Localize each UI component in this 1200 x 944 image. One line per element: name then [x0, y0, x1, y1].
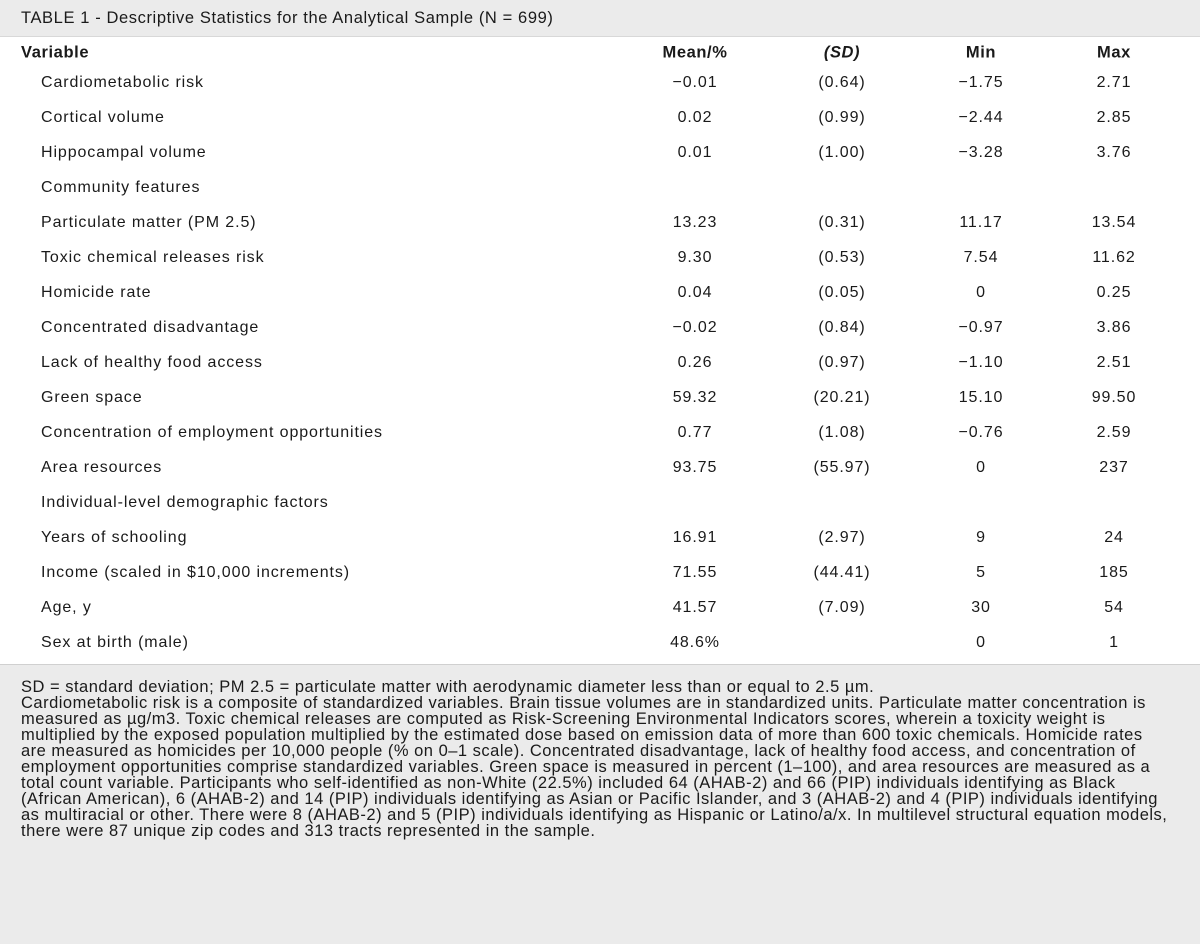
cell-mean: −0.02: [672, 318, 718, 336]
cell-variable: Sex at birth (male): [41, 633, 189, 651]
cell-max: 2.51: [1096, 353, 1132, 371]
cell-variable: Age, y: [41, 598, 92, 616]
cell-sd: (2.97): [818, 528, 866, 546]
table-row: [0, 135, 1200, 170]
header-mean: Mean/%: [662, 43, 728, 61]
cell-min: −2.44: [958, 108, 1004, 126]
cell-mean: 0.01: [677, 143, 713, 161]
header-sd: (SD): [823, 43, 861, 61]
table-row: [0, 555, 1200, 590]
cell-variable: Green space: [41, 388, 143, 406]
cell-sd: (0.05): [818, 283, 866, 301]
cell-variable: Individual-level demographic factors: [41, 493, 329, 511]
cell-min: 30: [971, 598, 991, 616]
header-variable: Variable: [21, 43, 90, 61]
table-row: [0, 240, 1200, 275]
cell-sd: (20.21): [813, 388, 871, 406]
cell-max: 24: [1104, 528, 1124, 546]
cell-sd: (0.64): [818, 73, 866, 91]
cell-sd: (7.09): [818, 598, 866, 616]
cell-min: 11.17: [959, 213, 1003, 231]
cell-mean: 9.30: [677, 248, 713, 266]
cell-max: 13.54: [1091, 213, 1137, 231]
cell-min: −0.76: [958, 423, 1004, 441]
cell-min: 0: [976, 283, 986, 301]
cell-sd: (1.00): [818, 143, 866, 161]
cell-sd: (44.41): [813, 563, 871, 581]
table-row: [0, 450, 1200, 485]
cell-sd: (1.08): [818, 423, 866, 441]
cell-min: −1.10: [958, 353, 1004, 371]
table-row: [0, 380, 1200, 415]
cell-mean: 16.91: [672, 528, 718, 546]
table-row: [0, 520, 1200, 555]
table-body: [0, 65, 1200, 660]
cell-sd: (0.97): [818, 353, 866, 371]
table-row: [0, 205, 1200, 240]
header-max: Max: [1097, 43, 1131, 61]
cell-min: 9: [976, 528, 986, 546]
table-header-row: [0, 40, 1200, 65]
cell-variable: Hippocampal volume: [41, 143, 207, 161]
cell-variable: Income (scaled in $10,000 increments): [41, 563, 350, 581]
table-notes: [0, 664, 1200, 944]
table-row: [0, 100, 1200, 135]
cell-mean: 71.55: [672, 563, 718, 581]
notes-description: Cardiometabolic risk is a composite of standardized variables. Brain tissue volumes are in standardized units. Particulate matter concentration is measured as µg/m3. Toxic chemical releases are computed as Risk-Screening Environmental Indicators scores, wherein a toxicity weight is multiplied by the exposed population multiplied by the estimated dose based on emission data of more than 600 toxic chemicals. Homicide rates are measured as homicides per 10,000 people (% on 0–1 scale). Concentrated disadvantage, lack of healthy food access, and concentration of employment opportunities comprise standardized variables. Green space is measured in percent (1–100), and area resources are measured as a total count variable. Participants who self-identified as non-White (22.5%) included 64 (AHAB-2) and 66 (PIP) individuals identifying as Black (African American), 6 (AHAB-2) and 14 (PIP) individuals identifying as Asian or Pacific Islander, and 3 (AHAB-2) and 4 (PIP) individuals identifying as multiracial or other. There were 8 (AHAB-2) and 5 (PIP) individuals identifying as Hispanic or Latino/a/x. In multilevel structural equation models, there were 87 unique zip codes and 313 tracts represented in the sample.: [21, 694, 1168, 840]
cell-min: 7.54: [963, 248, 999, 266]
cell-variable: Particulate matter (PM 2.5): [41, 213, 257, 231]
cell-variable: Community features: [41, 178, 201, 196]
cell-max: 3.86: [1096, 318, 1132, 336]
table-title: TABLE 1 - Descriptive Statistics for the Analytical Sample (N = 699): [21, 9, 554, 27]
cell-mean: 13.23: [672, 213, 718, 231]
cell-max: 11.62: [1092, 248, 1136, 266]
cell-max: 0.25: [1096, 283, 1132, 301]
cell-sd: (0.84): [818, 318, 866, 336]
header-min: Min: [965, 43, 997, 61]
cell-max: 1: [1109, 633, 1119, 651]
table-row: [0, 590, 1200, 625]
table-row: [0, 625, 1200, 660]
cell-mean: 48.6%: [670, 633, 720, 651]
cell-sd: (0.53): [818, 248, 866, 266]
cell-min: −1.75: [958, 73, 1004, 91]
cell-min: 0: [976, 458, 986, 476]
table-row: [0, 170, 1200, 205]
cell-mean: 0.77: [677, 423, 713, 441]
table-row: [0, 345, 1200, 380]
cell-min: −0.97: [958, 318, 1004, 336]
cell-max: 3.76: [1096, 143, 1132, 161]
cell-max: 99.50: [1091, 388, 1137, 406]
cell-sd: (0.99): [818, 108, 866, 126]
cell-min: −3.28: [958, 143, 1004, 161]
table-row: [0, 415, 1200, 450]
cell-min: 0: [976, 633, 986, 651]
notes-abbreviations: SD = standard deviation; PM 2.5 = particulate matter with aerodynamic diameter less than or equal to 2.5 µm.: [21, 678, 875, 696]
cell-variable: Cardiometabolic risk: [41, 73, 204, 91]
cell-mean: 41.57: [672, 598, 718, 616]
table-title-bar: [0, 0, 1200, 37]
cell-max: 2.85: [1096, 108, 1132, 126]
cell-min: 15.10: [958, 388, 1004, 406]
cell-sd: (0.31): [818, 213, 866, 231]
table-row: [0, 275, 1200, 310]
cell-variable: Area resources: [41, 458, 163, 476]
cell-max: 2.71: [1096, 73, 1132, 91]
cell-variable: Homicide rate: [41, 283, 152, 301]
cell-min: 5: [976, 563, 986, 581]
cell-max: 237: [1099, 458, 1129, 476]
cell-mean: 59.32: [672, 388, 718, 406]
cell-sd: (55.97): [813, 458, 871, 476]
cell-variable: Toxic chemical releases risk: [41, 248, 265, 266]
cell-mean: −0.01: [672, 73, 718, 91]
cell-max: 2.59: [1096, 423, 1132, 441]
cell-mean: 0.26: [677, 353, 713, 371]
cell-mean: 0.02: [677, 108, 713, 126]
table-row: [0, 485, 1200, 520]
cell-variable: Lack of healthy food access: [41, 353, 263, 371]
cell-variable: Years of schooling: [41, 528, 188, 546]
statistics-table: [0, 40, 1200, 660]
cell-variable: Concentrated disadvantage: [41, 318, 260, 336]
cell-mean: 0.04: [677, 283, 713, 301]
table-row: [0, 310, 1200, 345]
cell-variable: Cortical volume: [41, 108, 165, 126]
cell-max: 54: [1104, 598, 1124, 616]
cell-max: 185: [1099, 563, 1129, 581]
cell-variable: Concentration of employment opportunities: [41, 423, 383, 441]
cell-mean: 93.75: [672, 458, 718, 476]
table-row: [0, 65, 1200, 100]
